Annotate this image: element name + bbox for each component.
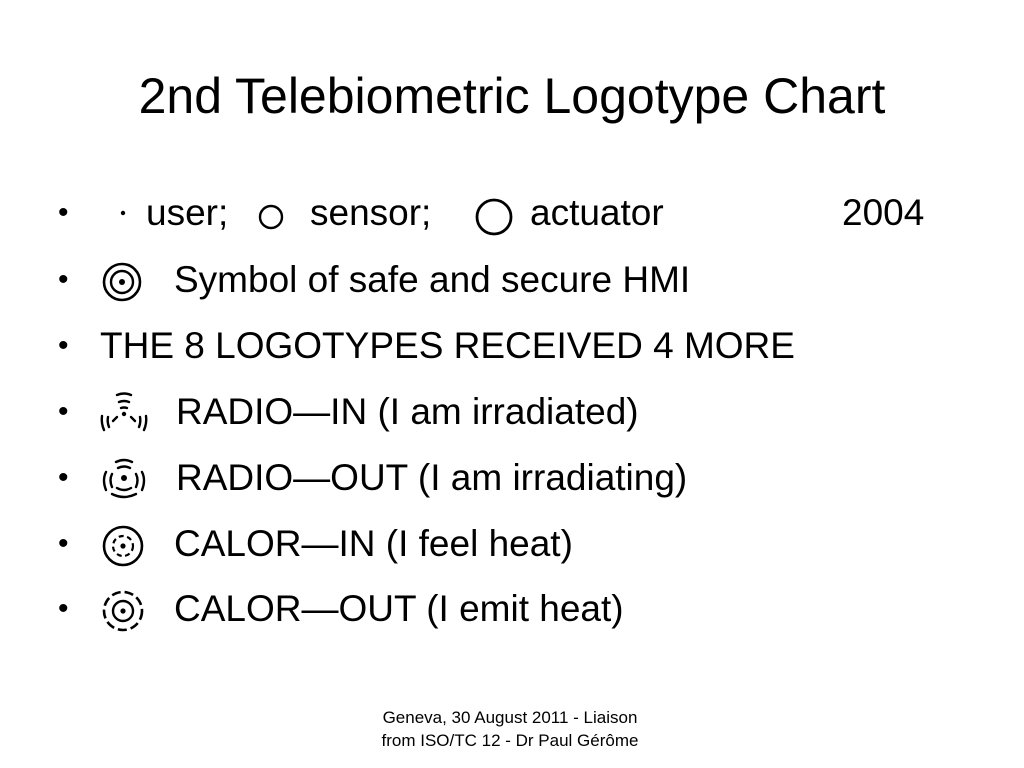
calor-in-icon — [100, 523, 146, 569]
actuator-label: actuator — [530, 192, 664, 233]
year-label: 2004 — [842, 192, 925, 233]
sensor-label: sensor; — [310, 192, 432, 233]
bullet-marker: • — [58, 592, 69, 625]
radio-out-label: RADIO—OUT (I am irradiating) — [176, 457, 688, 498]
safe-secure-hmi-concentric-icon — [100, 260, 144, 304]
bullet-row-calor-out — [0, 583, 1024, 635]
hmi-label: Symbol of safe and secure HMI — [174, 259, 691, 300]
bullet-row-symbols — [0, 187, 1024, 239]
radio-in-label: RADIO—IN (I am irradiated) — [176, 391, 639, 432]
user-dot-icon — [116, 206, 130, 220]
radio-out-icon — [98, 456, 150, 500]
bullet-marker: • — [58, 395, 69, 428]
calor-out-label: CALOR—OUT (I emit heat) — [174, 588, 624, 629]
bullet-row-radio-in — [0, 386, 1024, 438]
bullet-marker: • — [58, 329, 69, 362]
user-label: user; — [146, 192, 229, 233]
bullet-marker: • — [58, 461, 69, 494]
slide-footer — [310, 706, 710, 752]
bullet-row-logotypes — [0, 320, 1024, 372]
logotypes-label: THE 8 LOGOTYPES RECEIVED 4 MORE — [100, 325, 795, 366]
calor-out-icon — [100, 588, 146, 634]
footer-line-2: from ISO/TC 12 - Dr Paul Gérôme — [381, 731, 639, 750]
bullet-row-radio-out — [0, 452, 1024, 504]
bullet-marker: • — [58, 263, 69, 296]
bullet-marker: • — [58, 196, 69, 229]
slide-title: 2nd Telebiometric Logotype Chart — [138, 68, 886, 124]
bullet-marker: • — [58, 527, 69, 560]
actuator-large-circle-icon — [474, 197, 514, 237]
sensor-small-circle-icon — [256, 202, 286, 232]
calor-in-label: CALOR—IN (I feel heat) — [174, 523, 573, 564]
footer-line-1: Geneva, 30 August 2011 - Liaison — [382, 708, 638, 727]
radio-in-icon — [98, 390, 150, 434]
bullet-row-hmi — [0, 254, 1024, 306]
bullet-row-calor-in — [0, 518, 1024, 570]
